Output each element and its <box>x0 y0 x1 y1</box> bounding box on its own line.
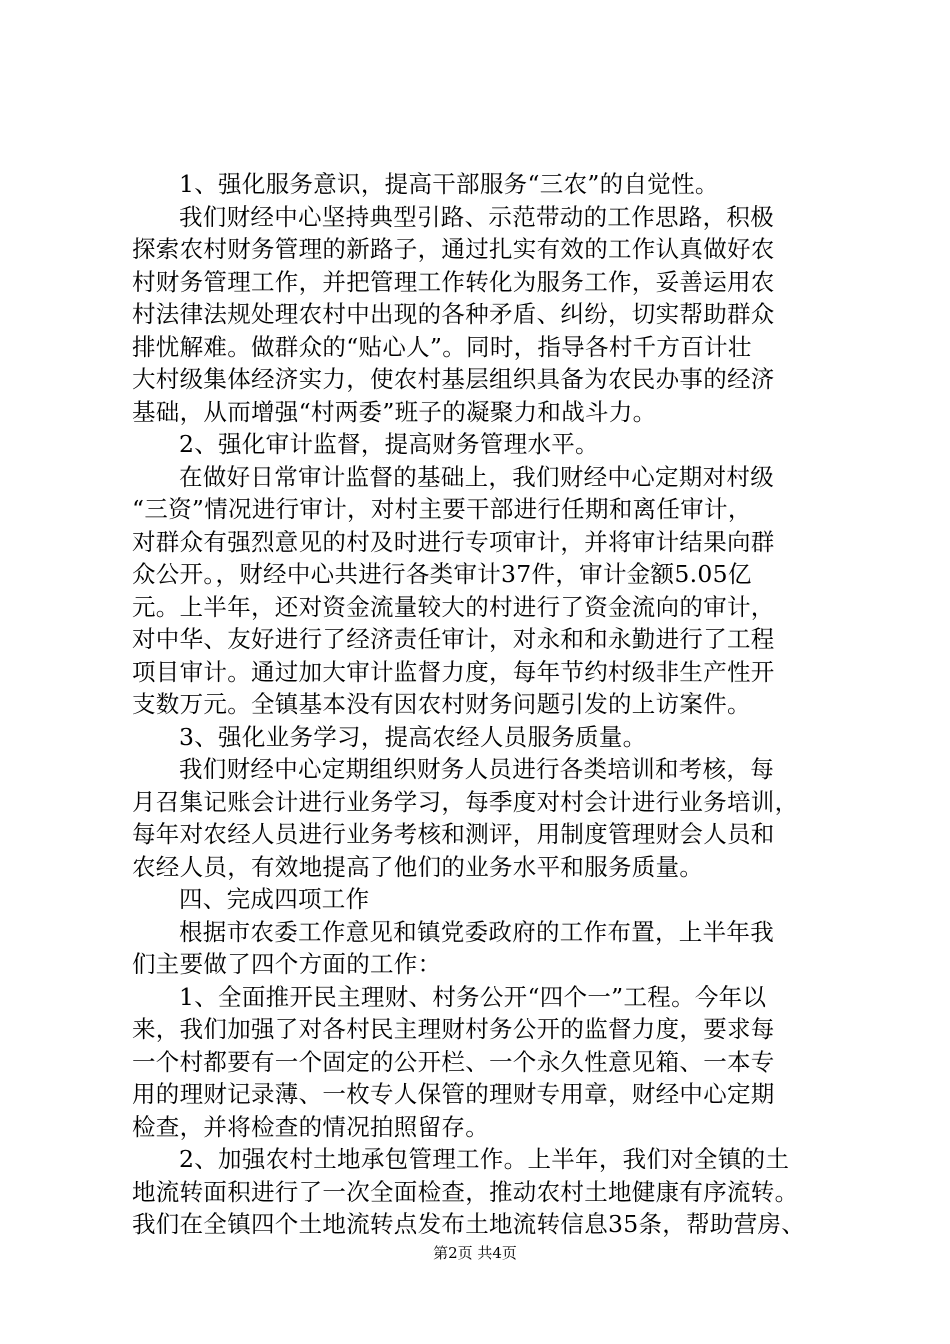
text-line: 对中华、友好进行了经济责任审计，对永和和永勤进行了工程 <box>132 625 775 653</box>
body-text <box>132 168 842 1241</box>
text-line: 3、强化业务学习，提高农经人员服务质量。 <box>179 722 647 751</box>
text-line: 检查，并将检查的情况拍照留存。 <box>132 1112 489 1141</box>
text-line: 探索农村财务管理的新路子，通过扎实有效的工作认真做好农 <box>132 235 775 263</box>
text-line: 村法律法规处理农村中出现的各种矛盾、纠纷，切实帮助群众 <box>132 300 775 328</box>
text-line: 我们财经中心定期组织财务人员进行各类培训和考核，每 <box>179 755 774 783</box>
text-line: 一个村都要有一个固定的公开栏、一个永久性意见箱、一本专 <box>132 1047 775 1076</box>
text-line: 1、强化服务意识，提高干部服务“三农”的自觉性。 <box>179 170 719 198</box>
text-line: 们主要做了四个方面的工作： <box>132 950 442 978</box>
text-line: 在做好日常审计监督的基础上，我们财经中心定期对村级 <box>179 462 774 491</box>
text-line: 月召集记账会计进行业务学习，每季度对村会计进行业务培训， <box>132 787 799 816</box>
text-line: 元。上半年，还对资金流量较大的村进行了资金流向的审计， <box>132 592 775 621</box>
page-footer: 第2页 共4页 <box>433 1244 517 1262</box>
text-line: 2、强化审计监督，提高财务管理水平。 <box>179 430 599 458</box>
text-line: 支数万元。全镇基本没有因农村财务问题引发的上访案件。 <box>132 690 751 718</box>
text-line: 项目审计。通过加大审计监督力度，每年节约村级非生产性开 <box>132 657 775 686</box>
text-line: 对群众有强烈意见的村及时进行专项审计，并将审计结果向群 <box>132 527 775 556</box>
text-line: 村财务管理工作，并把管理工作转化为服务工作，妥善运用农 <box>132 267 775 296</box>
text-line: 四、完成四项工作 <box>179 885 370 913</box>
text-line: 基础，从而增强“村两委”班子的凝聚力和战斗力。 <box>132 397 657 426</box>
text-line: 地流转面积进行了一次全面检查，推动农村土地健康有序流转。 <box>132 1177 799 1206</box>
text-line: “三资”情况进行审计，对村主要干部进行任期和离任审计， <box>132 495 752 523</box>
text-line: 众公开。，财经中心共进行各类审计37件，审计金额5.05亿 <box>132 560 752 588</box>
text-line: 用的理财记录薄、一枚专人保管的理财专用章，财经中心定期 <box>132 1080 775 1108</box>
text-line: 根据市农委工作意见和镇党委政府的工作布置，上半年我 <box>179 917 774 946</box>
text-line: 2、加强农村土地承包管理工作。上半年，我们对全镇的土 <box>179 1145 790 1173</box>
text-line: 我们在全镇四个土地流转点发布土地流转信息35条，帮助营房、 <box>132 1210 806 1238</box>
text-line: 农经人员，有效地提高了他们的业务水平和服务质量。 <box>132 852 704 881</box>
text-line: 我们财经中心坚持典型引路、示范带动的工作思路，积极 <box>179 202 774 231</box>
text-line: 1、全面推开民主理财、村务公开“四个一”工程。今年以 <box>179 982 767 1011</box>
text-line: 大村级集体经济实力，使农村基层组织具备为农民办事的经济 <box>132 365 775 393</box>
text-line: 排忧解难。做群众的“贴心人”。同时，指导各村千方百计壮 <box>132 332 752 361</box>
text-line: 每年对农经人员进行业务考核和测评，用制度管理财会人员和 <box>132 820 775 848</box>
text-line: 来，我们加强了对各村民主理财村务公开的监督力度，要求每 <box>132 1015 775 1043</box>
